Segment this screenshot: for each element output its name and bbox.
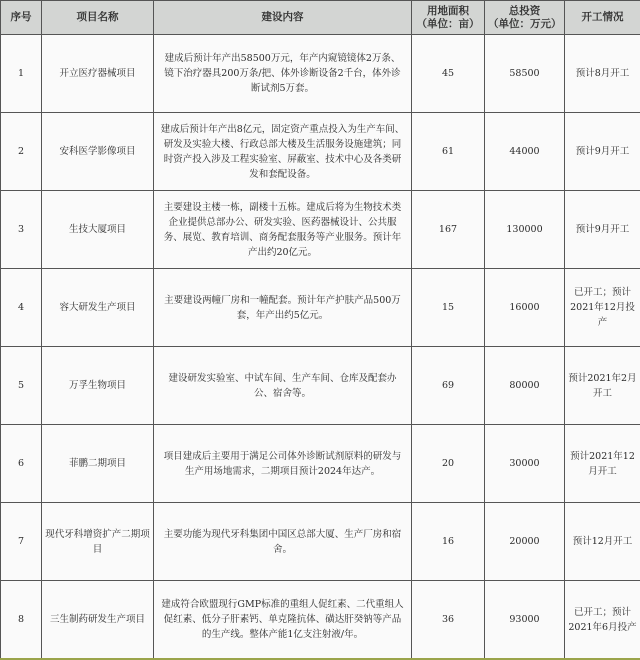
cell-area: 20: [412, 425, 485, 503]
cell-index: 7: [1, 503, 42, 581]
cell-name: 容大研发生产项目: [42, 269, 154, 347]
cell-content: 主要建设两幢厂房和一幢配套。预计年产护肤产品500万套，年产出约5亿元。: [154, 269, 412, 347]
cell-name: 开立医疗器械项目: [42, 35, 154, 113]
cell-investment: 30000: [485, 425, 565, 503]
cell-status: 预计9月开工: [565, 113, 640, 191]
cell-content: 主要功能为现代牙科集团中国区总部大厦、生产厂房和宿舍。: [154, 503, 412, 581]
cell-status: 已开工；预计2021年12月投产: [565, 269, 640, 347]
table-header-row: [1, 1, 640, 35]
header-index: 序号: [1, 1, 42, 35]
cell-area: 15: [412, 269, 485, 347]
cell-content: 主要建设主楼一栋，副楼十五栋。建成后将为生物技术类企业提供总部办公、研发实验、医药器械设计、公共服务、展览、教育培训、商务配套服务等产业服务。预计年产出约20亿元。: [154, 191, 412, 269]
header-area-title: 用地面积: [427, 4, 469, 17]
table-row: [1, 269, 640, 347]
cell-index: 5: [1, 347, 42, 425]
cell-index: 2: [1, 113, 42, 191]
cell-investment: 44000: [485, 113, 565, 191]
cell-name: 安科医学影像项目: [42, 113, 154, 191]
cell-name: 菲鹏二期项目: [42, 425, 154, 503]
cell-index: 3: [1, 191, 42, 269]
table-row: [1, 503, 640, 581]
cell-name: 生技大厦项目: [42, 191, 154, 269]
cell-content: 项目建成后主要用于满足公司体外诊断试剂原料的研发与生产用场地需求，二期项目预计2024年达产。: [154, 425, 412, 503]
cell-status: 预计2021年12月开工: [565, 425, 640, 503]
cell-area: 45: [412, 35, 485, 113]
cell-status: 已开工；预计2021年6月投产: [565, 581, 640, 659]
cell-status: 预计12月开工: [565, 503, 640, 581]
table-row: [1, 425, 640, 503]
cell-index: 4: [1, 269, 42, 347]
header-investment-title: 总投资: [508, 4, 541, 17]
header-investment-unit: （单位：万元）: [488, 17, 562, 30]
table-row: [1, 581, 640, 659]
cell-investment: 80000: [485, 347, 565, 425]
cell-status: 预计2021年2月开工: [565, 347, 640, 425]
cell-index: 8: [1, 581, 42, 659]
header-content: 建设内容: [154, 1, 412, 35]
cell-investment: 58500: [485, 35, 565, 113]
cell-investment: 93000: [485, 581, 565, 659]
cell-status: 预计8月开工: [565, 35, 640, 113]
table-row: [1, 191, 640, 269]
cell-content: 建成后预计年产出8亿元，固定资产重点投入为生产车间、研发及实验大楼、行政总部大楼及生活服务设施建筑；同时资产投入涉及工程实验室、屏蔽室、技术中心及各类研发和套配设备。: [154, 113, 412, 191]
cell-area: 36: [412, 581, 485, 659]
cell-area: 69: [412, 347, 485, 425]
cell-content: 建成符合欧盟现行GMP标准的重组人促红素、二代重组人促红素、低分子肝素钙、单克隆抗体、磺达肝癸钠等产品的生产线。整体产能1亿支注射液/年。: [154, 581, 412, 659]
header-name: 项目名称: [42, 1, 154, 35]
cell-area: 16: [412, 503, 485, 581]
cell-name: 三生制药研发生产项目: [42, 581, 154, 659]
cell-name: 现代牙科增资扩产二期项目: [42, 503, 154, 581]
cell-investment: 130000: [485, 191, 565, 269]
table-row: [1, 113, 640, 191]
cell-content: 建成后预计年产出58500万元，年产内窥镜镜体2万条、镜下治疗器具200万条/把、体外诊断设备2千台，体外诊断试剂5万套。: [154, 35, 412, 113]
cell-investment: 20000: [485, 503, 565, 581]
cell-index: 6: [1, 425, 42, 503]
table-row: [1, 347, 640, 425]
cell-area: 167: [412, 191, 485, 269]
header-area-unit: （单位：亩）: [416, 17, 480, 30]
cell-status: 预计9月开工: [565, 191, 640, 269]
cell-content: 建设研发实验室、中试车间、生产车间、仓库及配套办公、宿舍等。: [154, 347, 412, 425]
header-status: 开工情况: [565, 1, 640, 35]
header-area: [412, 1, 485, 35]
cell-investment: 16000: [485, 269, 565, 347]
cell-area: 61: [412, 113, 485, 191]
cell-index: 1: [1, 35, 42, 113]
header-investment: [485, 1, 565, 35]
cell-name: 万孚生物项目: [42, 347, 154, 425]
table-row: [1, 35, 640, 113]
